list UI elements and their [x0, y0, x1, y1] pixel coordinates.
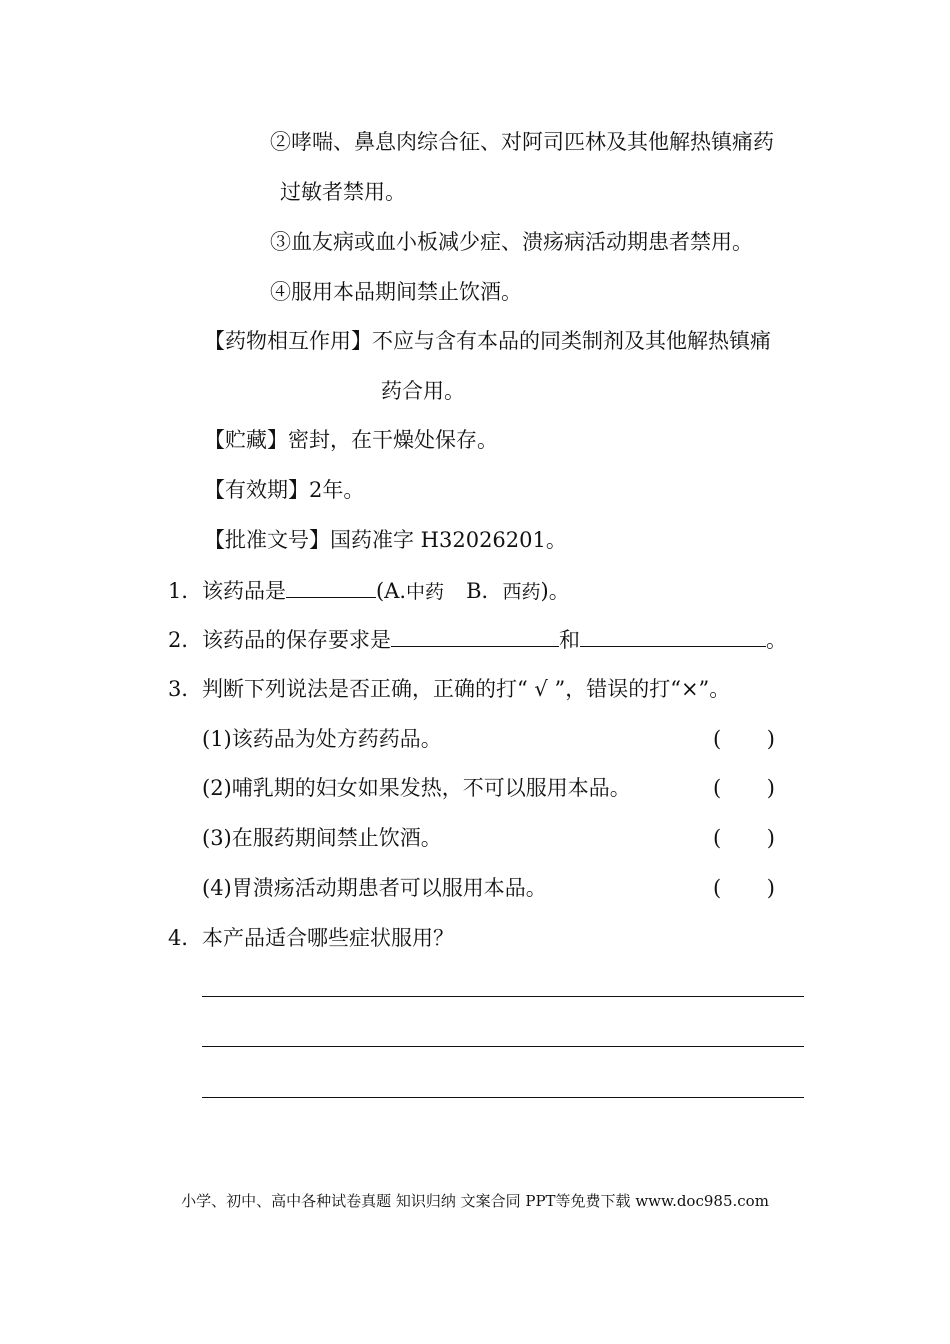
paren-close: ) [766, 776, 775, 800]
paren-close: ) [766, 876, 775, 900]
answer-line-3[interactable] [202, 1097, 804, 1098]
judgement-answer-1[interactable] [713, 724, 775, 754]
question-2-answer-blank-2[interactable] [580, 624, 766, 647]
question-1-option-close: )。 [540, 579, 570, 603]
question-1-option-b-label: B． [466, 579, 503, 603]
question-4-number: 4． [168, 926, 203, 950]
judgement-item-4: (4)胃溃疡活动期患者可以服用本品。 [202, 876, 547, 900]
footer-text: 小学、初中、高中各种试卷真题 知识归纳 文案合同 PPT等免费下载 www.doc985.com [181, 1192, 769, 1210]
question-2-prefix: 该药品的保存要求是 [202, 628, 391, 652]
question-2-end: 。 [766, 628, 787, 652]
approval-text: 【批准文号】国药准字 H32026201。 [204, 528, 567, 552]
paren-open: ( [713, 727, 722, 751]
validity-text: 【有效期】2年。 [204, 478, 365, 502]
judgement-answer-3[interactable] [713, 823, 775, 853]
question-2-answer-blank-1[interactable] [391, 624, 559, 647]
precaution-item-2-line-2: 过敏者禁用。 [280, 180, 406, 204]
question-2-mid: 和 [559, 628, 580, 652]
paren-open: ( [713, 776, 722, 800]
paren-open: ( [713, 876, 722, 900]
question-1-prefix: 该药品是 [202, 579, 286, 603]
judgement-item-2: (2)哺乳期的妇女如果发热，不可以服用本品。 [202, 776, 631, 800]
storage-text: 【贮藏】密封，在干燥处保存。 [204, 428, 498, 452]
paren-close: ) [766, 727, 775, 751]
question-1-answer-blank[interactable] [286, 575, 376, 598]
judgement-item-3: (3)在服药期间禁止饮酒。 [202, 826, 442, 850]
precaution-item-3: ③血友病或血小板减少症、溃疡病活动期患者禁用。 [270, 230, 753, 254]
question-3-number: 3． [168, 677, 203, 701]
precaution-item-2-line-1: ②哮喘、鼻息肉综合征、对阿司匹林及其他解热镇痛药 [270, 130, 774, 154]
question-1-number: 1． [168, 579, 203, 603]
answer-line-1[interactable] [202, 996, 804, 997]
judgement-answer-2[interactable] [713, 773, 775, 803]
precaution-item-4: ④服用本品期间禁止饮酒。 [270, 280, 522, 304]
paren-open: ( [713, 826, 722, 850]
question-3-text: 判断下列说法是否正确，正确的打“ √ ”，错误的打“×”。 [202, 677, 731, 701]
interaction-line-2: 药合用。 [381, 379, 465, 403]
question-2-number: 2． [168, 628, 203, 652]
question-4 [168, 923, 454, 953]
question-4-text: 本产品适合哪些症状服用？ [202, 926, 454, 950]
judgement-answer-4[interactable] [713, 873, 775, 903]
paren-close: ) [766, 826, 775, 850]
question-1-option-a: 中药 [406, 581, 445, 603]
question-2 [168, 624, 787, 655]
question-1-option-b: 西药 [502, 581, 541, 603]
question-1-option-open: (A. [376, 579, 407, 603]
question-1 [168, 575, 570, 607]
interaction-line-1: 【药物相互作用】不应与含有本品的同类制剂及其他解热镇痛 [204, 329, 771, 353]
judgement-item-1: (1)该药品为处方药药品。 [202, 727, 442, 751]
question-3 [168, 674, 730, 704]
answer-line-2[interactable] [202, 1046, 804, 1047]
